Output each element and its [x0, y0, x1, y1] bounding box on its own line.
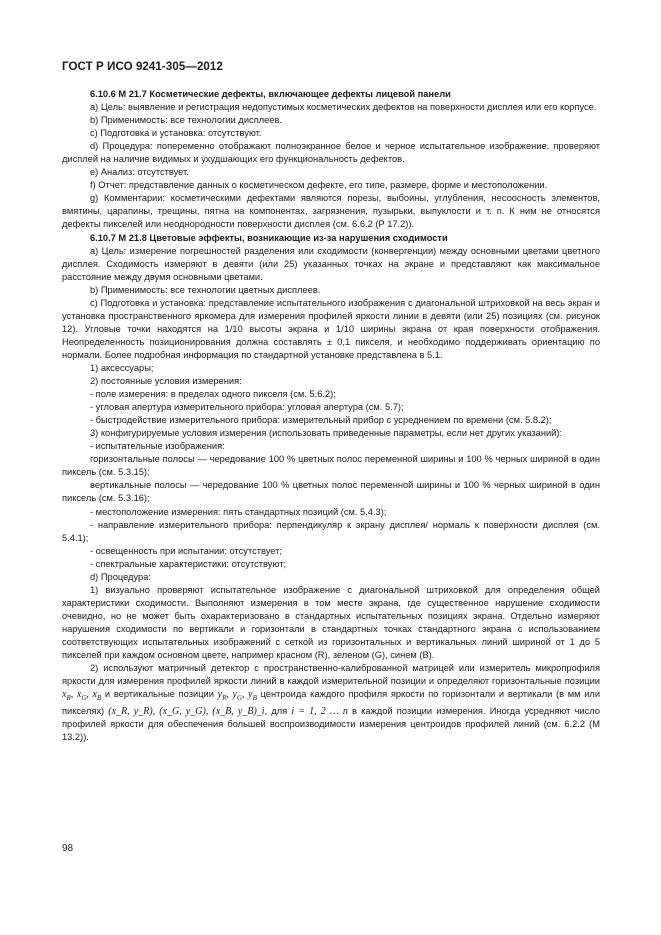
list-item: 3) конфигурируемые условия измерения (использовать приведенные параметры, если нет других указаний): — [90, 428, 563, 439]
list-item: - местоположение измерения: пять стандартных позиций (см. 5.4.3); — [90, 506, 387, 517]
list-item: вертикальные полосы — чередование 100 % цветных полос переменной ширины и 100 % черных шириной в один пиксель (см. 5.3.16); — [62, 480, 600, 504]
text-run: , для — [264, 706, 292, 717]
list-item: - быстродействие измерительного прибора: измерительный прибор с усреднением по времени (см. 5.8.2); — [90, 415, 552, 426]
document-header: ГОСТ Р ИСО 9241-305—2012 — [62, 61, 223, 73]
list-item: - поле измерения: в пределах одного пикселя (см. 5.6.2); — [90, 389, 336, 400]
list-item: d) Процедура: — [90, 571, 151, 582]
formula-coordinate-pairs: (x_R, y_R), (x_G, y_G), (x_B, y_B)_i — [108, 706, 265, 718]
paragraph: a) Цель: измерение погрешностей разделения или сходимости (конвергенции) между основными цветами цветного дисплея. Сходимость измеряют в девяти (или 25) указанных точках на экране и представляют как максимальное расстояние между двумя основными цветами. — [62, 245, 600, 282]
list-item: - направление измерительного прибора: перпендикуляр к экрану дисплея/ нормаль к поверхности дисплея (см. 5.4.1); — [62, 519, 600, 543]
page-number: 98 — [62, 843, 74, 854]
paragraph: b) Применимость: все технологии цветных дисплеев. — [90, 284, 321, 295]
section-heading: 6.10.7 М 21.8 Цветовые эффекты, возникающие из-за нарушения сходимости — [90, 232, 448, 243]
paragraph: c) Подготовка и установка: отсутствуют. — [90, 128, 262, 139]
paragraph-with-formulas — [62, 662, 600, 744]
list-item: - испытательные изображения: — [90, 441, 225, 452]
text-run: центроида каждого профиля яркости по горизонтали и вертикали (в мм или пикселях) — [62, 689, 601, 717]
list-item: - освещенность при испытании: отсутствует; — [90, 545, 282, 556]
list-item: - спектральные характеристики: отсутствуют; — [90, 558, 287, 569]
text-run: 2) используют матричный детектор с пространственно-калиброванной матрицей или измеритель микропрофиля яркости для измерения профилей яркости линий в каждой измерительной позиции и определяют горизонтальные позиции — [62, 663, 600, 687]
paragraph: 1) визуально проверяют испытательное изображение с диагональной штриховкой для определения общей характеристики сходимости. Выполняют измерения в том месте экрана, где существенное нарушение сходимости очевидно, но не может быть охарактеризовано в стандартных испытательных позициях экрана. Отдельно измеряют нарушения сходимости по вертикали и горизонтали в стандартных точках стандартного экрана с использованием соответствующих испытательных изображений с сеткой из горизонтальных и вертикальных линий шириной от 1 до 5 пикселей при каждом основном цвете, например красном (R), зеленом (G), синем (B). — [62, 584, 600, 661]
paragraph: c) Подготовка и установка: представление испытательного изображения с диагональной штриховкой на весь экран и установка пространственного яркомера для измерения профилей яркости линии в девяти (или 25) позициях (см. рисунок 12). Угловые точки находятся на 1/10 высоты экрана и 1/10 ширины экрана от края поверхности отображения. Неопределенность позиционирования должна составлять ± 0,1 пикселя, и необходимо поддерживать ориентацию по нормали. Более подробная информация по стандартной установке представлена в 5.1. — [62, 297, 600, 360]
list-item: - угловая апертура измерительного прибора: угловая апертура (см. 5.7); — [90, 402, 404, 413]
formula-y-positions: $y_R$, $y_G$, $y_B$ — [217, 689, 257, 703]
text-run: в каждой позиции измерения. Иногда усредняют число профилей яркости для обеспечения большей воспроизводимости измерения центроидов профилей линий (см. 6.2.2 (М 13.2)). — [62, 706, 600, 743]
list-item: горизонтальные полосы — чередование 100 % цветных полос переменной ширины и 100 % черных шириной в один пиксель (см. 5.3.15); — [62, 454, 600, 478]
section-heading: 6.10.6 М 21.7 Косметические дефекты, включающее дефекты лицевой панели — [90, 89, 451, 99]
paragraph: d) Процедура: попеременно отображают полноэкранное белое и черное испытательное изображение, проверяют дисплей на наличие видимых и ухудшающих его функциональность дефектов. — [62, 141, 600, 165]
formula-index-range: i = 1, 2 … n — [291, 706, 348, 718]
paragraph: a) Цель: выявление и регистрация недопустимых косметических дефектов на поверхности дисплея или его корпусе. — [90, 102, 597, 113]
list-item: 1) аксессуары; — [90, 362, 154, 373]
list-item: 2) постоянные условия измерения: — [90, 376, 242, 387]
paragraph: f) Отчет: представление данных о косметическом дефекте, его типе, размере, форме и местоположении. — [90, 180, 548, 191]
formula-x-positions: $x_R$, $x_G$, $x_B$ — [62, 689, 102, 703]
document-body — [62, 88, 600, 744]
paragraph: e) Анализ: отсутствует. — [90, 167, 189, 178]
text-run: и вертикальные позиции — [101, 689, 218, 700]
paragraph: b) Применимость: все технологии дисплеев. — [90, 115, 283, 126]
paragraph: g) Комментарии: косметическими дефектами являются порезы, выбоины, углубления, несоосность элементов, вмятины, царапины, трещины, пятна на компонентах, загрязнения, пузырьки, выпуклости и т. п. К ним не относятся дефекты пикселей или неоднородности поверхности дисплея (см. 6.6.2 (Р 17.2)). — [62, 193, 600, 230]
